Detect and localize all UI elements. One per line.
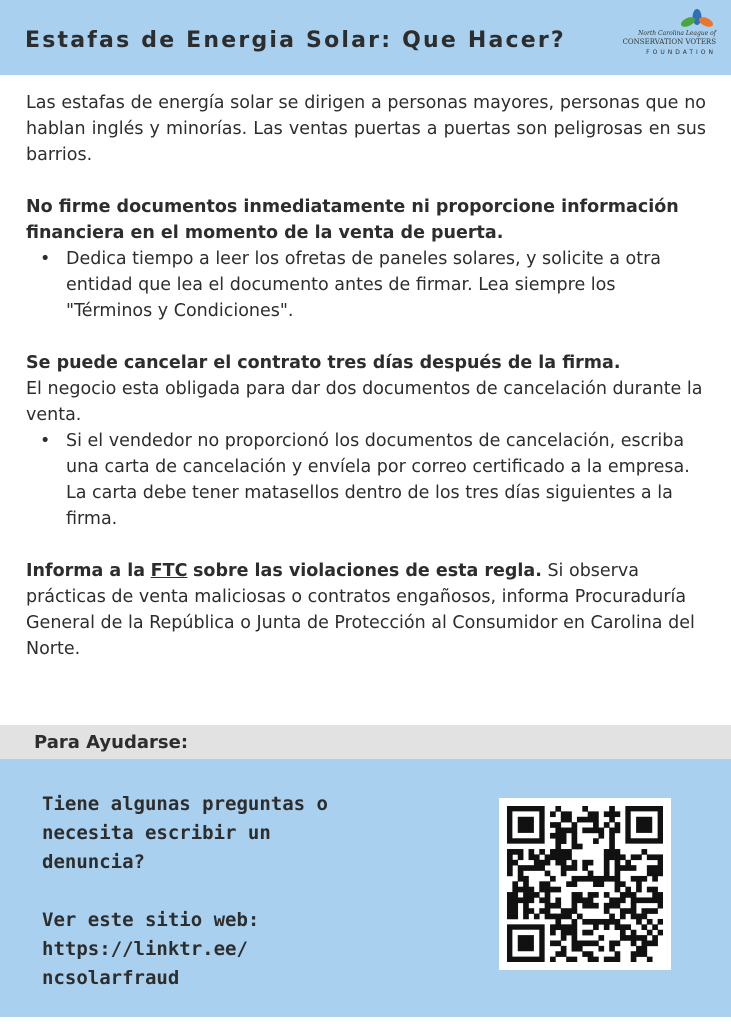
help-url-line2[interactable]: ncsolarfraud xyxy=(42,967,180,989)
section3-text: Si observa prácticas de venta maliciosas o contratos engañosos, informa Procuraduría General de la República o Junta de Protección al Consumidor en Carolina del Norte. xyxy=(26,561,695,659)
header-banner xyxy=(0,0,731,75)
qr-code-icon xyxy=(507,806,663,962)
qr-code[interactable] xyxy=(499,798,671,970)
section2-bullet xyxy=(26,428,706,532)
logo-text-line3: FOUNDATION xyxy=(646,49,716,56)
section2-bullet-text: Si el vendedor no proporcionó los documentos de cancelación, escriba una carta de cancelación y envíela por correo certificado a la empresa. La carta debe tener matasellos dentro de los tres días siguientes a la firma. xyxy=(66,431,690,529)
help-text xyxy=(42,790,362,993)
page-title: Estafas de Energia Solar: Que Hacer? xyxy=(25,28,566,53)
help-visit-label: Ver este sitio web: xyxy=(42,909,260,931)
section3-paragraph xyxy=(26,558,706,662)
logo-text-line2: CONSERVATION VOTERS xyxy=(622,38,716,46)
logo-text-line1: North Carolina League of xyxy=(638,30,716,37)
help-title: Para Ayudarse: xyxy=(34,732,189,753)
help-question: Tiene algunas preguntas o necesita escribir un denuncia? xyxy=(42,793,328,873)
ftc-link[interactable]: FTC xyxy=(150,561,188,581)
section2-heading: Se puede cancelar el contrato tres días después de la firma. xyxy=(26,353,621,373)
section1-bullet-text: Dedica tiempo a leer los ofretas de paneles solares, y solicite a otra entidad que lea el documento antes de firmar. Lea siempre los "Términos y Condiciones". xyxy=(66,249,662,321)
help-url-line1[interactable]: https://linktr.ee/ xyxy=(42,938,248,960)
bullet-dot-icon: • xyxy=(40,249,51,269)
intro-paragraph: Las estafas de energía solar se dirigen a personas mayores, personas que no hablan inglés y minorías. Las ventas puertas a puertas son peligrosas en sus barrios. xyxy=(26,93,706,165)
section1-bullet xyxy=(26,246,706,324)
org-logo[interactable] xyxy=(598,9,718,57)
main-content xyxy=(26,90,706,662)
section2-text: El negocio esta obligada para dar dos documentos de cancelación durante la venta. xyxy=(26,379,703,425)
section3-heading-pre: Informa a la xyxy=(26,561,146,581)
leaf-logo-icon xyxy=(680,9,714,31)
section3-heading-post: sobre las violaciones de esta regla. xyxy=(193,561,542,581)
bullet-dot-icon: • xyxy=(40,431,51,451)
section1-heading: No firme documentos inmediatamente ni proporcione información financiera en el momento de la venta de puerta. xyxy=(26,197,679,243)
